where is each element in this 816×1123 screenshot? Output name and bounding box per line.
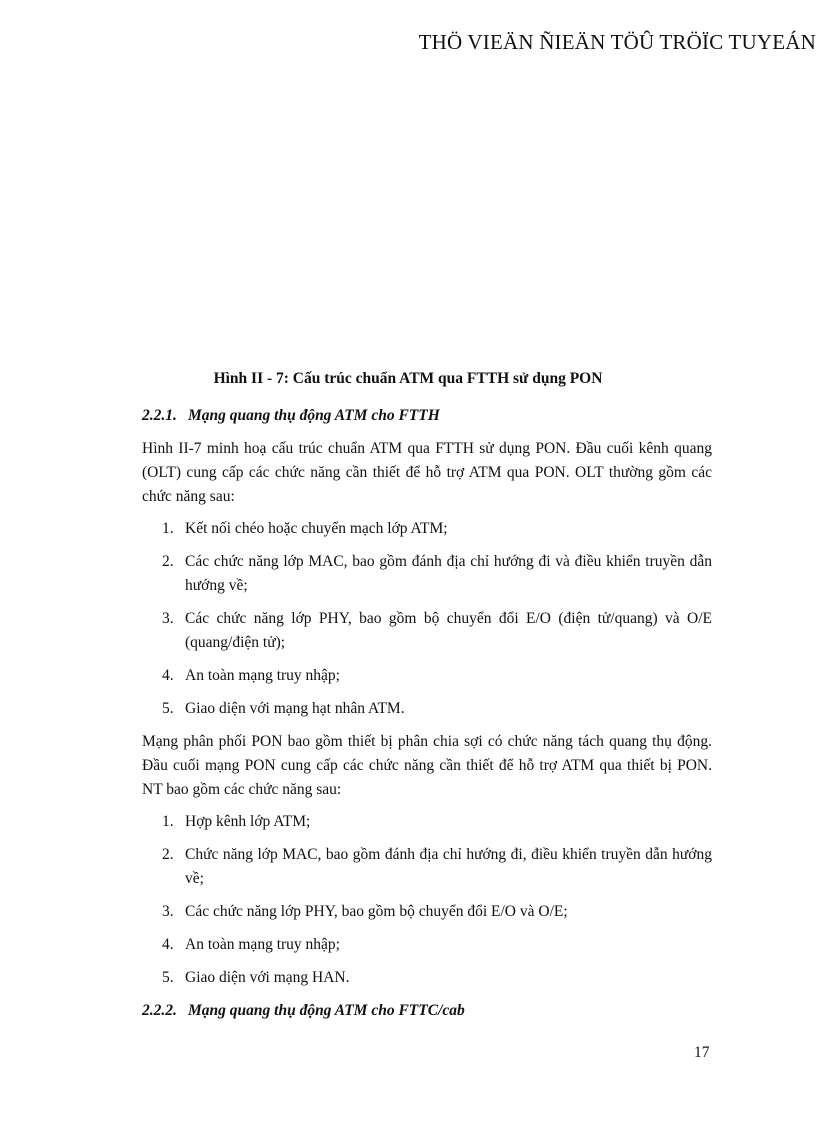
section-number: 2.2.1.	[142, 407, 177, 424]
nt-function-list	[142, 810, 712, 990]
list-item-number: 2.	[162, 553, 174, 570]
list-item-text: Kết nối chéo hoặc chuyển mạch lớp ATM;	[185, 520, 448, 537]
list-item	[142, 843, 712, 891]
list-item-text: Chức năng lớp MAC, bao gồm đánh địa chỉ hướng đi, điều khiển truyền dẫn hướng về;	[185, 846, 712, 887]
paragraph-intro: Hình II-7 minh hoạ cấu trúc chuẩn ATM qua FTTH sử dụng PON. Đầu cuối kênh quang (OLT) cung cấp các chức năng cần thiết để hỗ trợ ATM qua PON. OLT thường gồm các chức năng sau:	[142, 440, 712, 505]
list-item-number: 4.	[162, 667, 174, 684]
list-item-text: Hợp kênh lớp ATM;	[185, 813, 311, 830]
list-item-text: Giao diện với mạng HAN.	[185, 969, 350, 986]
figure-caption: Hình II - 7: Cấu trúc chuẩn ATM qua FTTH sử dụng PON	[213, 370, 603, 387]
list-item	[142, 697, 712, 721]
section-number: 2.2.2.	[142, 1002, 177, 1019]
list-item-text: An toàn mạng truy nhập;	[185, 936, 340, 953]
section-title: Mạng quang thụ động ATM cho FTTC/cab	[188, 1002, 465, 1019]
figure-area	[142, 80, 712, 360]
list-item	[142, 933, 712, 957]
list-item	[142, 607, 712, 655]
list-item	[142, 550, 712, 598]
list-item-number: 3.	[162, 903, 174, 920]
list-item-number: 5.	[162, 700, 174, 717]
page-number: 17	[694, 1044, 710, 1061]
list-item-number: 1.	[162, 520, 174, 537]
section-title: Mạng quang thụ động ATM cho FTTH	[188, 407, 440, 424]
list-item	[142, 664, 712, 688]
section-heading-2-2-1	[142, 404, 712, 428]
list-item-text: Các chức năng lớp PHY, bao gồm bộ chuyển đổi E/O và O/E;	[185, 903, 568, 920]
page-content	[142, 404, 712, 1032]
paragraph-pon-distribution: Mạng phân phối PON bao gồm thiết bị phân chia sợi có chức năng tách quang thụ động. Đầu cuối mạng PON cung cấp các chức năng cần thiết để hỗ trợ ATM qua thiết bị PON. NT bao gồm các chức năng sau:	[142, 733, 712, 798]
header-watermark: THÖ VIEÄN ÑIEÄN TÖÛ TRÖÏC TUYEÁN	[418, 30, 816, 54]
list-item-number: 3.	[162, 610, 174, 627]
list-item-text: Các chức năng lớp PHY, bao gồm bộ chuyển đổi E/O (điện tử/quang) và O/E (quang/điện tử);	[185, 610, 712, 651]
list-item-number: 4.	[162, 936, 174, 953]
list-item	[142, 900, 712, 924]
olt-function-list	[142, 517, 712, 721]
section-heading-2-2-2	[142, 999, 712, 1023]
list-item	[142, 810, 712, 834]
list-item	[142, 517, 712, 541]
list-item-number: 1.	[162, 813, 174, 830]
list-item-text: Các chức năng lớp MAC, bao gồm đánh địa chỉ hướng đi và điều khiển truyền dẫn hướng về;	[185, 553, 712, 594]
list-item-number: 5.	[162, 969, 174, 986]
list-item-number: 2.	[162, 846, 174, 863]
list-item-text: An toàn mạng truy nhập;	[185, 667, 340, 684]
list-item	[142, 966, 712, 990]
list-item-text: Giao diện với mạng hạt nhân ATM.	[185, 700, 405, 717]
